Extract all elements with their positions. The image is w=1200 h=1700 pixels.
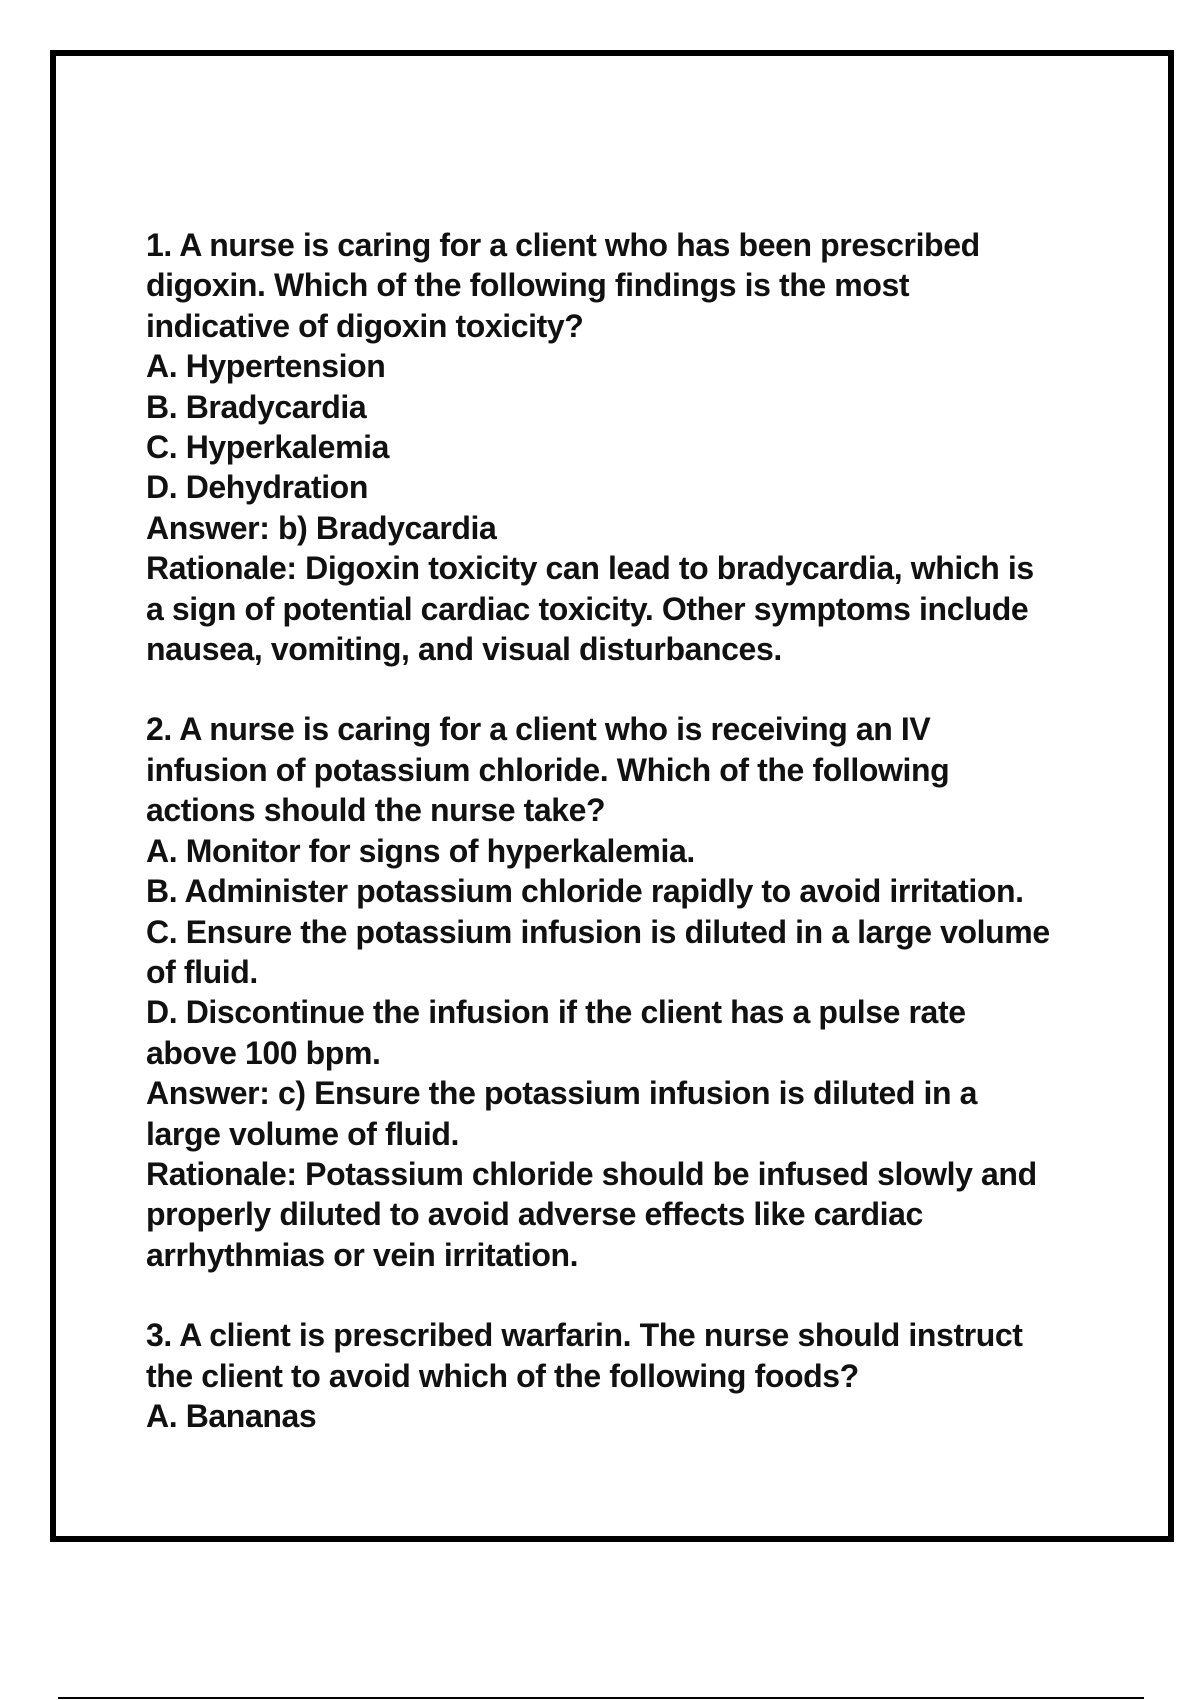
question-2-option-c-line-2: of fluid. [146, 953, 258, 990]
question-1-stem-line-2: digoxin. Which of the following findings is the most [146, 267, 910, 304]
question-3-stem-line-1: 3. A client is prescribed warfarin. The nurse should instruct [146, 1317, 1023, 1354]
question-2-stem-line-3: actions should the nurse take? [146, 792, 606, 829]
question-1-answer: Answer: b) Bradycardia [146, 509, 497, 546]
question-1-option-c: C. Hyperkalemia [146, 429, 390, 466]
question-2-stem-line-1: 2. A nurse is caring for a client who is receiving an IV [146, 711, 931, 748]
question-2-option-d-line-2: above 100 bpm. [146, 1034, 381, 1071]
question-3 [146, 1315, 1096, 1436]
question-3-option-a: A. Bananas [146, 1397, 317, 1434]
question-content [146, 225, 1096, 1436]
question-spacer [146, 1275, 1096, 1315]
question-1-rationale-line-2: a sign of potential cardiac toxicity. Other symptoms include [146, 590, 1029, 627]
question-2-option-b: B. Administer potassium chloride rapidly to avoid irritation. [146, 873, 1024, 910]
question-2-rationale-line-1: Rationale: Potassium chloride should be infused slowly and [146, 1155, 1037, 1192]
question-2-option-d-line-1: D. Discontinue the infusion if the client has a pulse rate [146, 994, 966, 1031]
question-1-rationale-line-3: nausea, vomiting, and visual disturbances. [146, 631, 782, 668]
question-2-rationale-line-3: arrhythmias or vein irritation. [146, 1236, 579, 1273]
question-1 [146, 225, 1096, 669]
question-1-stem-line-1: 1. A nurse is caring for a client who has been prescribed [146, 227, 980, 263]
question-2-stem-line-2: infusion of potassium chloride. Which of the following [146, 751, 950, 788]
question-2-answer-line-2: large volume of fluid. [146, 1115, 460, 1152]
question-2-rationale-line-2: properly diluted to avoid adverse effects like cardiac [146, 1196, 923, 1233]
question-1-option-a: A. Hypertension [146, 348, 386, 385]
question-2-option-c-line-1: C. Ensure the potassium infusion is diluted in a large volume [146, 913, 1050, 950]
question-2 [146, 709, 1096, 1275]
footer-rule [58, 1697, 1144, 1699]
question-2-option-a: A. Monitor for signs of hyperkalemia. [146, 832, 695, 869]
question-2-answer-line-1: Answer: c) Ensure the potassium infusion is diluted in a [146, 1075, 978, 1112]
question-1-option-d: D. Dehydration [146, 469, 368, 506]
question-1-option-b: B. Bradycardia [146, 388, 367, 425]
question-1-stem-line-3: indicative of digoxin toxicity? [146, 307, 584, 344]
question-spacer [146, 669, 1096, 709]
question-3-stem-line-2: the client to avoid which of the following foods? [146, 1357, 859, 1394]
question-1-rationale-line-1: Rationale: Digoxin toxicity can lead to bradycardia, which is [146, 550, 1034, 587]
